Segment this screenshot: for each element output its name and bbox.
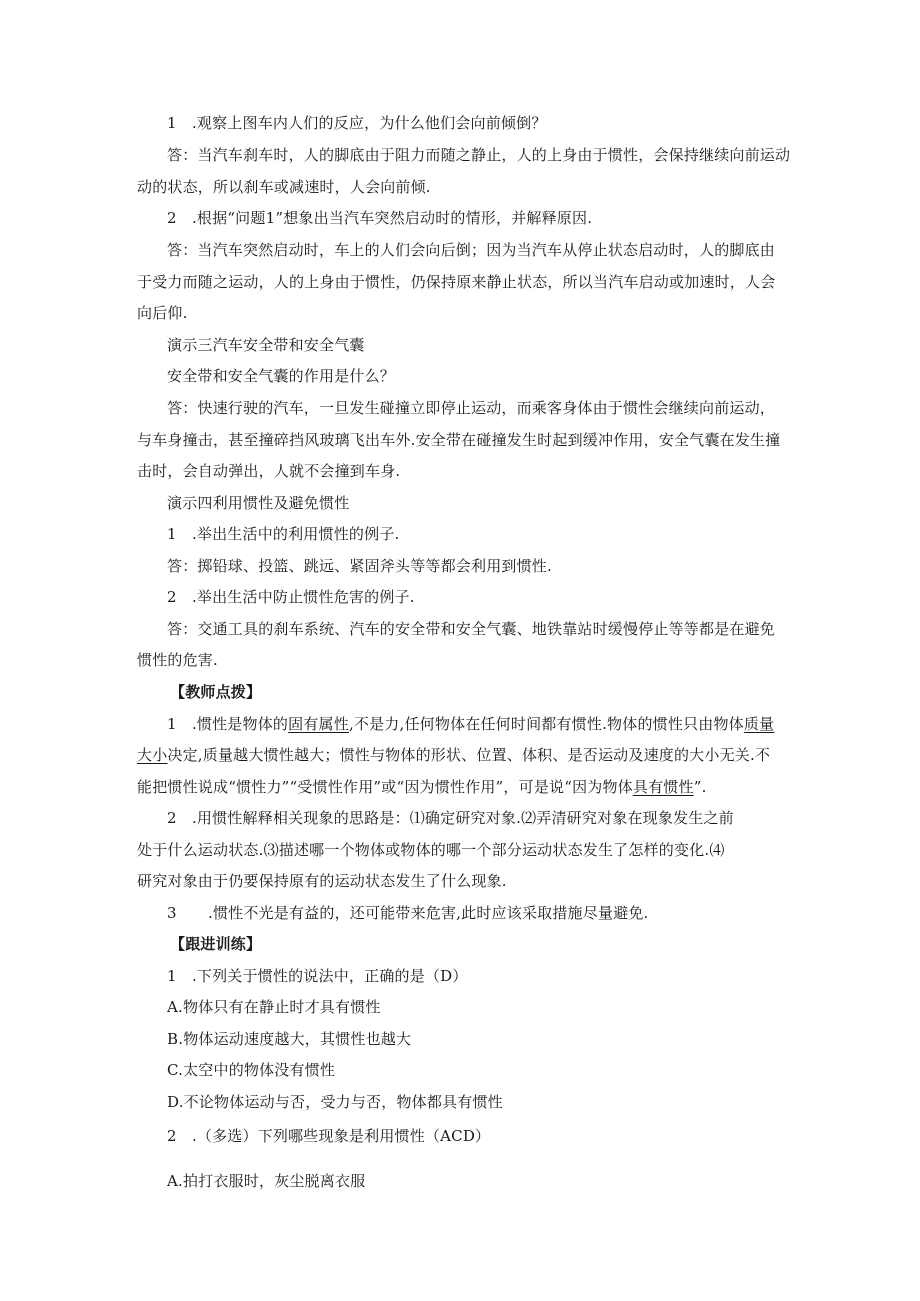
- demo-4-question-2: 2 .举出生活中防止惯性危害的例子.: [167, 588, 415, 606]
- exercise-1-option-b: B.物体运动速度越大，其惯性也越大: [167, 1030, 412, 1048]
- demo-3-answer-line-2: 与车身撞击，甚至撞碎挡风玻璃飞出车外.安全带在碰撞发生时起到缓冲作用，安全气囊在发生撞: [137, 431, 781, 449]
- question-2-text: 2 .根据“问题1”想象出当汽车突然启动时的情形，并解释原因.: [167, 209, 593, 227]
- answer-1-line-1: 答：当汽车刹车时，人的脚底由于阻力而随之静止，人的上身由于惯性，会保持继续向前运动: [167, 146, 791, 164]
- demo-3-answer-line-3: 击时，会自动弹出，人就不会撞到车身.: [137, 462, 401, 480]
- demo-4-heading: 演示四利用惯性及避免惯性: [167, 494, 350, 512]
- tip-1-line-3: [137, 777, 707, 797]
- question-1-text: 1 .观察上图车内人们的反应，为什么他们会向前倾倒？: [167, 114, 547, 132]
- answer-2-line-2: 于受力而随之运动，人的上身由于惯性，仍保持原来静止状态，所以当汽车启动或加速时，人会: [137, 273, 776, 291]
- demo-3-heading: 演示三汽车安全带和安全气囊: [167, 336, 365, 354]
- demo-3-answer-line-1: 答：快速行驶的汽车，一旦发生碰撞立即停止运动，而乘客身体由于惯性会继续向前运动，: [167, 399, 776, 417]
- tip-1-underline-has-inertia: 具有惯性: [632, 778, 694, 796]
- exercise-1-option-a: A.物体只有在静止时才具有惯性: [167, 998, 381, 1016]
- answer-2-line-3: 向后仰.: [137, 304, 188, 322]
- tip-2-line-2: 处于什么运动状态.⑶描述哪一个物体或物体的哪一个部分运动状态发生了怎样的变化.⑷: [137, 841, 725, 859]
- demo-4-question-1: 1 .举出生活中的利用惯性的例子.: [167, 525, 400, 543]
- exercise-1-option-c: C.太空中的物体没有惯性: [167, 1061, 336, 1079]
- demo-4-answer-2-line-1: 答：交通工具的刹车系统、汽车的安全带和安全气囊、地铁靠站时缓慢停止等等都是在避免: [167, 620, 776, 638]
- exercise-1-option-d: D.不论物体运动与否，受力与否，物体都具有惯性: [167, 1093, 503, 1111]
- exercise-2-question: 2 .（多选）下列哪些现象是利用惯性（ACD）: [167, 1127, 491, 1145]
- follow-up-heading: 【跟进训练】: [170, 935, 262, 953]
- tip-1-text-c: ,不是力,任何物体在任何时间都有惯性.物体的惯性只由物体: [348, 715, 744, 733]
- tip-1-underline-inherent: 固有属性: [288, 715, 349, 733]
- tip-2-line-3: 研究对象由于仍要保持原有的运动状态发生了什么现象.: [137, 872, 507, 890]
- tip-1-text-e: 决定,质量越大惯性越大；惯性与物体的形状、位置、体积、是否运动及速度的大小无关.不: [167, 746, 771, 764]
- demo-3-question: 安全带和安全气囊的作用是什么？: [167, 367, 396, 385]
- tip-1-line-1: [167, 714, 774, 734]
- tip-1-line-2: [137, 745, 770, 765]
- tip-1-text-g: ”.: [693, 778, 707, 796]
- tip-1-text-f: 能把惯性说成“惯性力”“受惯性作用”或“因为惯性作用”，可是说“因为物体: [137, 778, 633, 796]
- exercise-2-option-a: A.拍打衣服时，灰尘脱离衣服: [167, 1172, 366, 1190]
- tip-1-underline-size: 大小: [137, 746, 168, 764]
- tip-1-underline-mass: 质量: [743, 715, 775, 733]
- tip-3-number: 3: [167, 904, 177, 922]
- demo-4-answer-2-line-2: 惯性的危害.: [137, 651, 218, 669]
- answer-2-line-1: 答：当汽车突然启动时，车上的人们会向后倒；因为当汽车从停止状态启动时，人的脚底由: [167, 241, 776, 259]
- tip-3-text: .惯性不光是有益的，还可能带来危害,此时应该采取措施尽量避免.: [208, 904, 649, 922]
- tip-1-text-a: 1 .惯性是物体的: [167, 715, 289, 733]
- exercise-1-question: 1 .下列关于惯性的说法中，正确的是（D）: [167, 967, 468, 985]
- teacher-tips-heading: 【教师点拨】: [170, 683, 262, 701]
- demo-4-answer-1: 答：掷铅球、投篮、跳远、紧固斧头等等都会利用到惯性.: [167, 557, 552, 575]
- tip-2-line-1: 2 .用惯性解释相关现象的思路是：⑴确定研究对象.⑵弄清研究对象在现象发生之前: [167, 809, 734, 827]
- answer-1-line-2: 动的状态，所以刹车或减速时，人会向前倾.: [137, 178, 431, 196]
